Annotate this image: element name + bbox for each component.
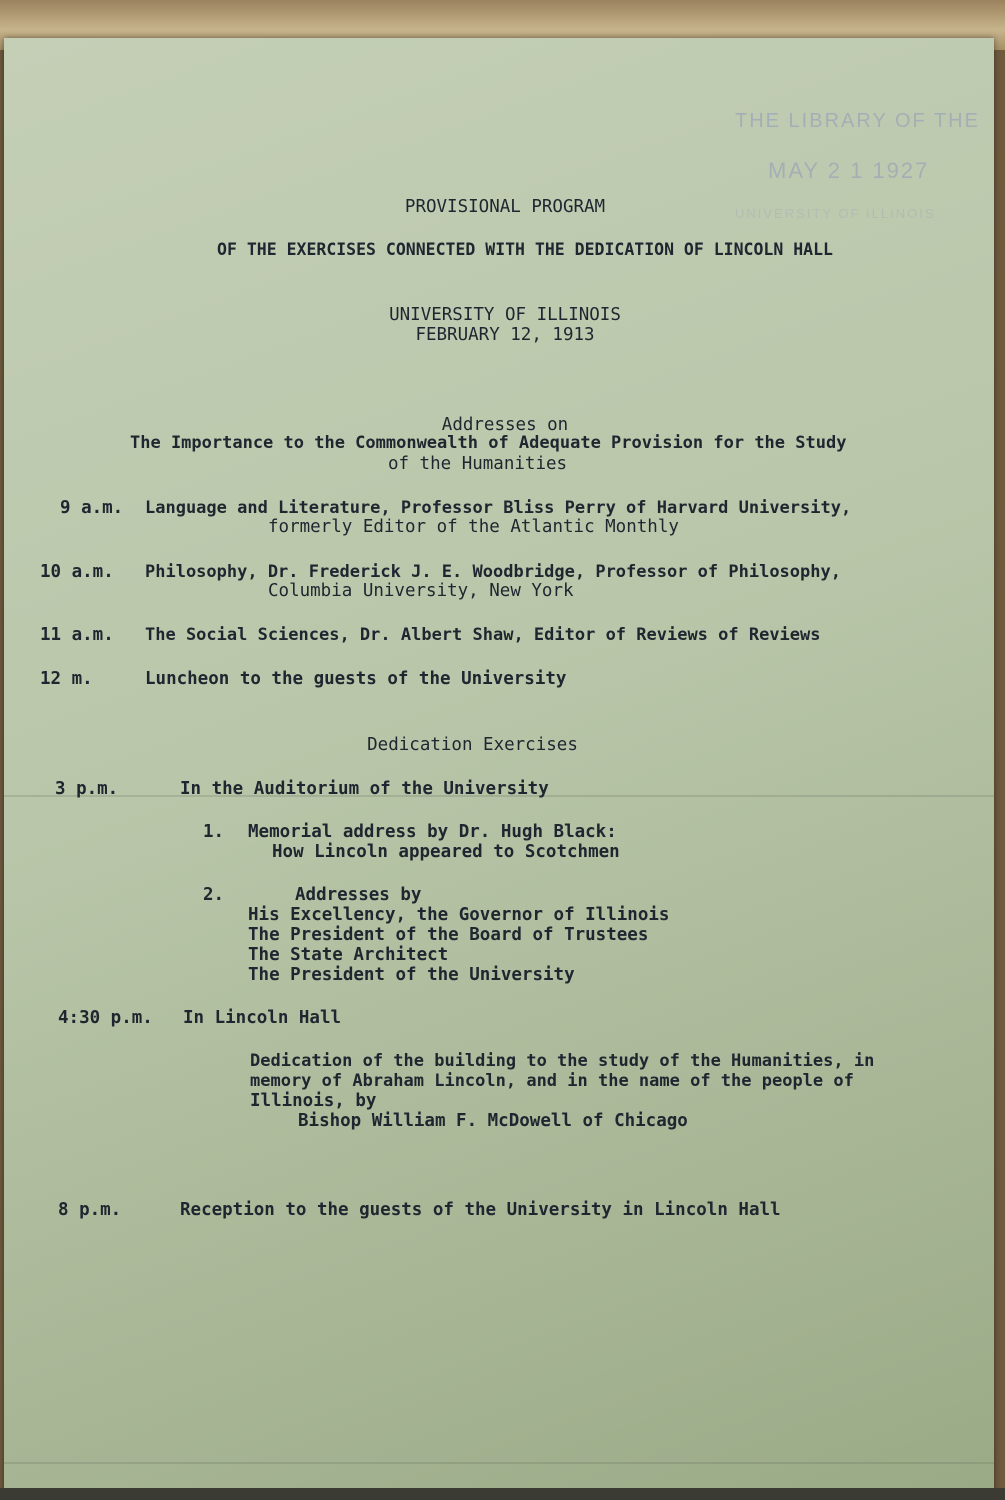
speaker: The President of the Board of Trustees	[248, 925, 649, 945]
item-number: 2.	[203, 885, 225, 905]
item-text: How Lincoln appeared to Scotchmen	[272, 842, 620, 862]
addresses-intro: Addresses on	[441, 415, 569, 435]
session-text: Illinois, by	[250, 1091, 377, 1111]
dedication-heading: Dedication Exercises	[367, 735, 578, 755]
session-text: Dedication of the building to the study of the Humanities, in	[250, 1051, 875, 1071]
institution-name: UNIVERSITY OF ILLINOIS	[389, 305, 621, 325]
bottom-edge-strip	[0, 1488, 1005, 1500]
speaker: The President of the University	[248, 965, 575, 985]
library-stamp-line1: THE LIBRARY OF THE	[735, 110, 980, 132]
item-number: 1.	[203, 822, 225, 842]
schedule-entry-line2: Columbia University, New York	[268, 581, 574, 601]
schedule-time: 8 p.m.	[58, 1200, 122, 1220]
addresses-topic-line1: The Importance to the Commonwealth of Adequate Provision for the Study	[130, 433, 847, 453]
session-text: memory of Abraham Lincoln, and in the name of the people of	[250, 1071, 854, 1091]
speaker: His Excellency, the Governor of Illinois	[248, 905, 670, 925]
schedule-entry-line1: The Social Sciences, Dr. Albert Shaw, Editor of Reviews of Reviews	[145, 625, 821, 645]
program-title: PROVISIONAL PROGRAM	[404, 197, 606, 217]
schedule-time: 9 a.m.	[60, 498, 124, 518]
item-heading: Addresses by	[295, 885, 422, 905]
schedule-time: 3 p.m.	[55, 779, 119, 799]
library-stamp-date: MAY 2 1 1927	[768, 158, 930, 183]
program-date: FEBRUARY 12, 1913	[415, 325, 595, 345]
session-text: Reception to the guests of the University in Lincoln Hall	[180, 1200, 781, 1220]
library-stamp-line3: UNIVERSITY OF ILLINOIS	[735, 206, 936, 221]
paper-fold-line	[4, 1462, 994, 1464]
schedule-time: 11 a.m.	[40, 625, 114, 645]
schedule-entry-line1: Language and Literature, Professor Bliss Perry of Harvard University,	[145, 498, 852, 518]
schedule-time: 12 m.	[40, 669, 93, 689]
schedule-entry-line1: Philosophy, Dr. Frederick J. E. Woodbridge, Professor of Philosophy,	[145, 562, 841, 582]
program-subtitle: OF THE EXERCISES CONNECTED WITH THE DEDICATION OF LINCOLN HALL	[217, 240, 833, 259]
item-text: Memorial address by Dr. Hugh Black:	[248, 822, 617, 842]
session-place: In Lincoln Hall	[183, 1008, 342, 1028]
speaker: The State Architect	[248, 945, 449, 965]
session-place: In the Auditorium of the University	[180, 779, 549, 799]
schedule-entry-line1: Luncheon to the guests of the University	[145, 669, 567, 689]
addresses-topic-line2: of the Humanities	[387, 454, 568, 474]
session-text: Bishop William F. McDowell of Chicago	[298, 1111, 688, 1131]
schedule-time: 10 a.m.	[40, 562, 114, 582]
schedule-entry-line2: formerly Editor of the Atlantic Monthly	[268, 517, 679, 537]
schedule-time: 4:30 p.m.	[58, 1008, 153, 1028]
